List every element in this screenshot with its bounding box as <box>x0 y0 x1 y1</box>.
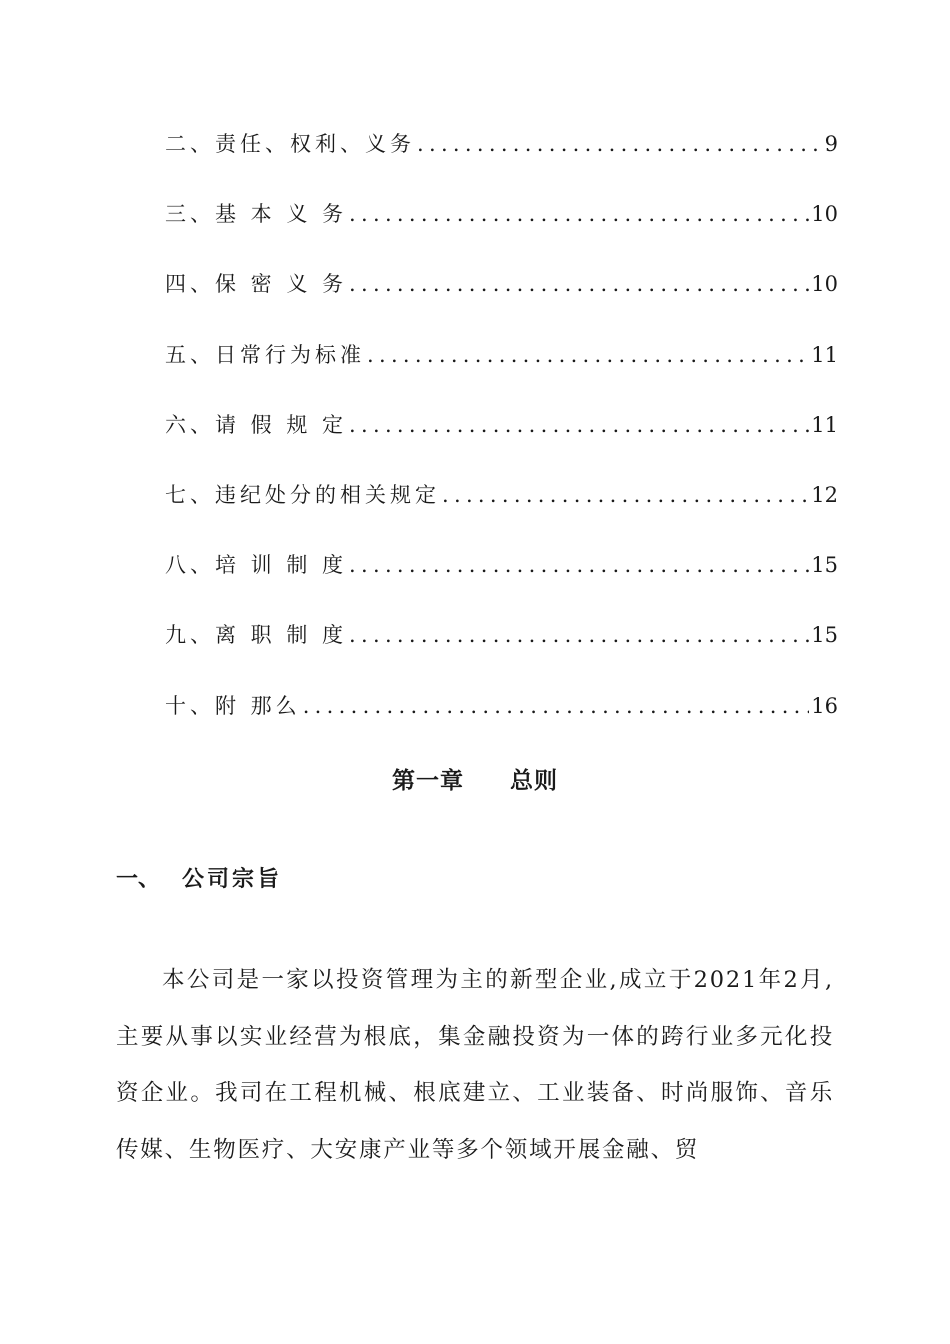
toc-entry-title: 六、请 假 规 定 <box>165 412 348 437</box>
toc-entry[interactable] <box>165 268 838 338</box>
toc-entry-title: 十、附 那么 <box>165 693 301 718</box>
toc-leader-dots <box>349 272 809 296</box>
toc-entry[interactable] <box>165 479 838 549</box>
toc-entry[interactable] <box>165 409 838 479</box>
toc-entry-title: 八、培 训 制 度 <box>165 553 348 578</box>
toc-entry[interactable] <box>165 690 838 760</box>
toc-entry-title: 七、违纪处分的相关规定 <box>165 482 440 507</box>
chapter-number: 第一章 <box>392 768 464 794</box>
toc-leader-dots <box>303 694 810 718</box>
toc-entry-page: 12 <box>811 482 838 507</box>
toc-entry[interactable] <box>165 128 838 198</box>
toc-entry[interactable] <box>165 619 838 689</box>
section-heading <box>116 862 282 893</box>
toc-entry[interactable] <box>165 198 838 268</box>
toc-entry-title: 四、保 密 义 务 <box>165 272 348 297</box>
toc-leader-dots <box>349 202 809 226</box>
toc-entry-page: 16 <box>811 693 838 718</box>
chapter-name: 总则 <box>510 768 558 794</box>
chapter-title <box>0 762 950 795</box>
toc-entry[interactable] <box>165 549 838 619</box>
toc-entry[interactable] <box>165 339 838 409</box>
toc-entry-page: 11 <box>811 412 838 437</box>
toc-entry-title: 九、离 职 制 度 <box>165 623 348 648</box>
toc-leader-dots <box>442 483 809 507</box>
toc-entry-title: 五、日常行为标准 <box>165 342 365 367</box>
toc-entry-title: 三、基 本 义 务 <box>165 202 348 227</box>
table-of-contents <box>165 128 838 760</box>
toc-leader-dots <box>349 553 809 577</box>
toc-entry-page: 10 <box>811 202 838 227</box>
toc-leader-dots <box>367 343 809 367</box>
body-paragraph: 本公司是一家以投资管理为主的新型企业,成立于2021年2月,主要从事以实业经营为根底，集金融投资为一体的跨行业多元化投资企业。我司在工程机械、根底建立、工业装备、时尚服饰、音乐传媒、生物医疗、大安康产业等多个领域开展金融、贸 <box>116 967 834 1163</box>
toc-leader-dots <box>417 132 823 156</box>
toc-entry-page: 11 <box>811 342 838 367</box>
toc-entry-page: 9 <box>824 132 838 156</box>
toc-leader-dots <box>349 413 809 437</box>
toc-entry-page: 15 <box>811 553 838 578</box>
toc-entry-page: 10 <box>811 272 838 297</box>
toc-entry-page: 15 <box>811 623 838 648</box>
section-title: 公司宗旨 <box>182 867 283 892</box>
toc-entry-title: 二、责任、权利、义务 <box>165 132 415 156</box>
toc-leader-dots <box>349 623 809 647</box>
section-number: 一、 <box>116 867 161 892</box>
